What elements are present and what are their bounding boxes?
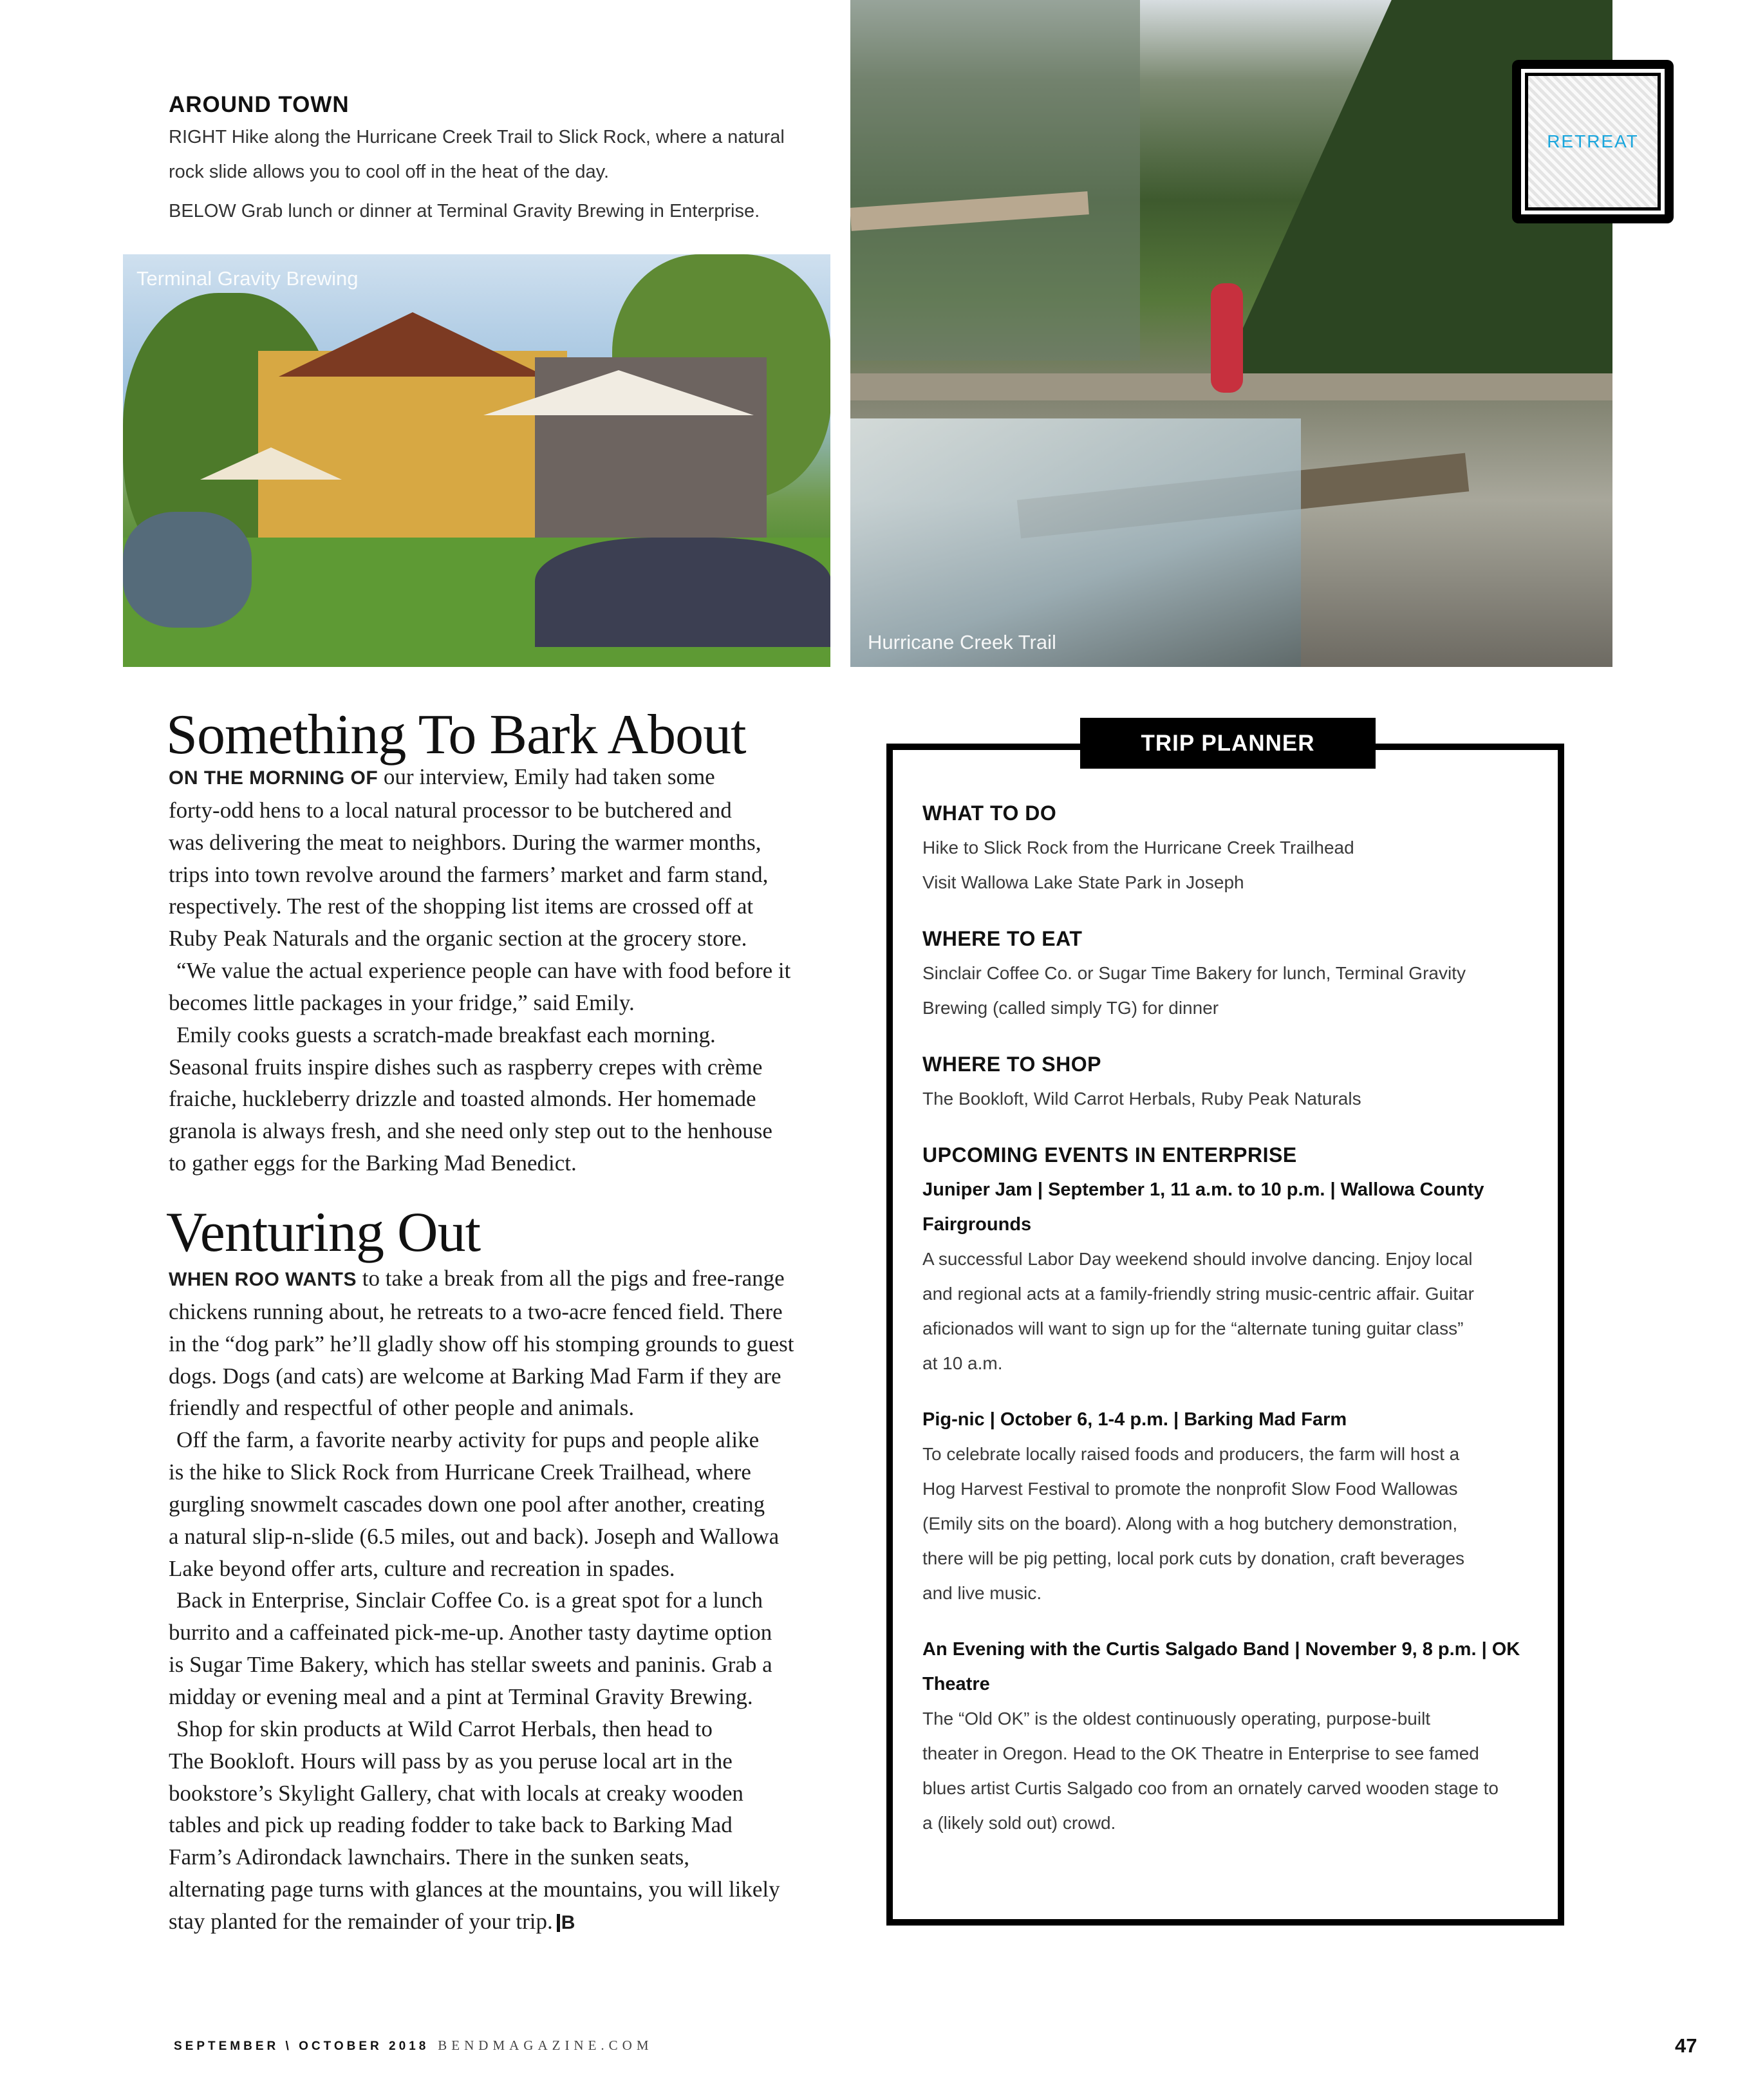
planner-block	[922, 1047, 1540, 1116]
body-text: gurgling snowmelt cascades down one pool after another, creating	[169, 1491, 765, 1517]
body-text: Farm’s Adirondack lawnchairs. There in the sunken seats,	[169, 1844, 690, 1870]
body-text: Seasonal fruits inspire dishes such as raspberry crepes with crème	[169, 1054, 763, 1080]
body-line	[169, 923, 851, 955]
body-line	[169, 1424, 851, 1456]
body-line	[169, 1649, 851, 1681]
body-line	[169, 1360, 851, 1392]
body-text: becomes little packages in your fridge,” said Emily.	[169, 989, 635, 1015]
body-text: alternating page turns with glances at the mountains, you will likely	[169, 1877, 780, 1902]
event-title: Juniper Jam | September 1, 11 a.m. to 10 p.m. | Wallowa County	[922, 1179, 1484, 1200]
body-text: bookstore’s Skylight Gallery, chat with locals at creaky wooden	[169, 1780, 743, 1806]
body-text: our interview, Emily had taken some	[378, 764, 715, 789]
brewery-photo	[123, 254, 830, 667]
body-line	[169, 1051, 851, 1083]
body-text: to gather eggs for the Barking Mad Benedict.	[169, 1150, 577, 1176]
footer	[174, 2038, 653, 2054]
magazine-site: BENDMAGAZINE.COM	[438, 2038, 653, 2053]
photo-caption: Terminal Gravity Brewing	[136, 267, 359, 290]
body-text: friendly and respectful of other people and animals.	[169, 1395, 635, 1421]
body-text: Back in Enterprise, Sinclair Coffee Co. is a great spot for a lunch	[176, 1588, 763, 1613]
body-line	[169, 1083, 851, 1115]
body-line	[169, 1873, 851, 1906]
body-text: fraiche, huckleberry drizzle and toasted almonds. Her homemade	[169, 1086, 756, 1112]
article-section-body	[169, 1262, 851, 1938]
planner-heading: WHAT TO DO	[922, 802, 1057, 825]
event-item	[922, 1172, 1540, 1381]
body-text: stay planted for the remainder of your trip.	[169, 1908, 553, 1934]
trip-planner-content	[922, 796, 1540, 1841]
event-description: aficionados will want to sign up for the “alternate tuning guitar class”	[922, 1318, 1464, 1338]
body-text: tables and pick up reading fodder to take back to Barking Mad	[169, 1812, 733, 1838]
body-text: burrito and a caffeinated pick-me-up. Another tasty daytime option	[169, 1620, 772, 1645]
body-line	[169, 1488, 851, 1521]
body-text: to take a break from all the pigs and free-range	[357, 1266, 785, 1291]
caption-right-line: RIGHT Hike along the Hurricane Creek Trail to Slick Rock, where a natural	[169, 127, 785, 147]
planner-heading: WHERE TO EAT	[922, 927, 1083, 950]
badge-label: RETREAT	[1547, 131, 1639, 151]
body-line	[169, 761, 851, 794]
section-title: Venturing Out	[166, 1201, 481, 1264]
event-description: theater in Oregon. Head to the OK Theatre in Enterprise to see famed	[922, 1743, 1479, 1763]
body-line	[169, 1777, 851, 1810]
planner-line: Hike to Slick Rock from the Hurricane Creek Trailhead	[922, 838, 1354, 858]
body-line	[169, 859, 851, 891]
body-line	[169, 1841, 851, 1873]
caption-right-line: rock slide allows you to cool off in the heat of the day.	[169, 162, 610, 182]
event-description: and regional acts at a family-friendly string music-centric affair. Guitar	[922, 1284, 1474, 1304]
event-description: (Emily sits on the board). Along with a hog butchery demonstration,	[922, 1514, 1458, 1533]
end-mark-icon: B	[557, 1914, 575, 1932]
body-text: dogs. Dogs (and cats) are welcome at Barking Mad Farm if they are	[169, 1363, 781, 1389]
body-text: trips into town revolve around the farmers’ market and farm stand,	[169, 861, 769, 887]
body-text: Emily cooks guests a scratch-made breakfast each morning.	[176, 1022, 716, 1047]
section-title: Something To Bark About	[166, 704, 746, 766]
body-line	[169, 1906, 851, 1938]
planner-heading: WHERE TO SHOP	[922, 1053, 1101, 1076]
around-town-heading: AROUND TOWN	[169, 92, 350, 117]
body-text: was delivering the meat to neighbors. During the warmer months,	[169, 829, 762, 855]
event-description: The “Old OK” is the oldest continuously operating, purpose-built	[922, 1709, 1431, 1729]
photo-caption: Hurricane Creek Trail	[868, 631, 1056, 653]
hurricane-creek-photo	[850, 0, 1612, 667]
body-line	[169, 955, 851, 987]
event-description: Hog Harvest Festival to promote the nonprofit Slow Food Wallowas	[922, 1479, 1458, 1499]
event-title: Pig-nic | October 6, 1-4 p.m. | Barking Mad Farm	[922, 1409, 1347, 1430]
planner-block	[922, 921, 1540, 1026]
event-description: at 10 a.m.	[922, 1353, 1003, 1373]
body-line	[169, 1584, 851, 1617]
event-item	[922, 1632, 1540, 1841]
caption-below-line: BELOW Grab lunch or dinner at Terminal Gravity Brewing in Enterprise.	[169, 201, 760, 221]
body-line	[169, 794, 851, 827]
body-text: in the “dog park” he’ll gladly show off his stomping grounds to guest	[169, 1331, 794, 1356]
body-text: chickens running about, he retreats to a two-acre fenced field. There	[169, 1298, 783, 1324]
body-line	[169, 1456, 851, 1488]
body-line	[169, 1115, 851, 1147]
planner-line: Sinclair Coffee Co. or Sugar Time Bakery for lunch, Terminal Gravity	[922, 963, 1466, 983]
body-text: Lake beyond offer arts, culture and recreation in spades.	[169, 1555, 675, 1581]
body-text: midday or evening meal and a pint at Terminal Gravity Brewing.	[169, 1683, 753, 1709]
body-line	[169, 1296, 851, 1328]
body-text: a natural slip-n-slide (6.5 miles, out and back). Joseph and Wallowa	[169, 1523, 780, 1549]
planner-line: Brewing (called simply TG) for dinner	[922, 998, 1219, 1018]
body-text: respectively. The rest of the shopping list items are crossed off at	[169, 894, 754, 919]
body-line	[169, 1019, 851, 1051]
body-line	[169, 890, 851, 923]
event-description: A successful Labor Day weekend should involve dancing. Enjoy local	[922, 1249, 1473, 1269]
event-description: blues artist Curtis Salgado coo from an ornately carved wooden stage to	[922, 1778, 1499, 1798]
event-description: a (likely sold out) crowd.	[922, 1813, 1116, 1833]
body-text: Shop for skin products at Wild Carrot Herbals, then head to	[176, 1716, 713, 1741]
body-line	[169, 987, 851, 1019]
event-item	[922, 1402, 1540, 1611]
planner-block	[922, 1138, 1540, 1841]
body-line	[169, 1328, 851, 1360]
body-text: Ruby Peak Naturals and the organic section at the grocery store.	[169, 926, 747, 952]
body-text: “We value the actual experience people can have with food before it	[176, 958, 791, 984]
paragraph-lead-in: ON THE MORNING OF	[169, 767, 378, 789]
paragraph-lead-in: WHEN ROO WANTS	[169, 1269, 357, 1290]
body-text: forty-odd hens to a local natural processor to be butchered and	[169, 797, 732, 823]
body-line	[169, 1262, 851, 1296]
body-line	[169, 1392, 851, 1424]
event-title: Theatre	[922, 1674, 990, 1694]
body-line	[169, 827, 851, 859]
event-title: Fairgrounds	[922, 1214, 1032, 1235]
event-title: An Evening with the Curtis Salgado Band | November 9, 8 p.m. | OK	[922, 1639, 1520, 1660]
body-line	[169, 1147, 851, 1179]
planner-block	[922, 796, 1540, 900]
body-line	[169, 1713, 851, 1745]
body-line	[169, 1521, 851, 1553]
body-line	[169, 1681, 851, 1713]
planner-line: The Bookloft, Wild Carrot Herbals, Ruby Peak Naturals	[922, 1089, 1361, 1109]
page-number: 47	[1675, 2034, 1697, 2057]
event-description: and live music.	[922, 1583, 1042, 1603]
event-description: there will be pig petting, local pork cuts by donation, craft beverages	[922, 1548, 1465, 1568]
body-text: Off the farm, a favorite nearby activity for pups and people alike	[176, 1427, 760, 1453]
planner-heading: UPCOMING EVENTS IN ENTERPRISE	[922, 1143, 1297, 1167]
body-text: is the hike to Slick Rock from Hurricane Creek Trailhead, where	[169, 1459, 751, 1485]
body-text: is Sugar Time Bakery, which has stellar sweets and paninis. Grab a	[169, 1652, 772, 1678]
body-text: granola is always fresh, and she need only step out to the henhouse	[169, 1118, 772, 1144]
trip-planner-title: TRIP PLANNER	[1080, 718, 1376, 769]
article-section-body	[169, 761, 851, 1179]
body-text: The Bookloft. Hours will pass by as you peruse local art in the	[169, 1748, 733, 1774]
body-line	[169, 1553, 851, 1585]
body-line	[169, 1745, 851, 1777]
body-line	[169, 1617, 851, 1649]
retreat-badge	[1512, 60, 1674, 223]
issue-date: SEPTEMBER \ OCTOBER 2018	[174, 2039, 429, 2053]
event-description: To celebrate locally raised foods and producers, the farm will host a	[922, 1444, 1460, 1464]
around-town-caption	[169, 90, 845, 229]
body-line	[169, 1809, 851, 1841]
planner-line: Visit Wallowa Lake State Park in Joseph	[922, 872, 1244, 892]
